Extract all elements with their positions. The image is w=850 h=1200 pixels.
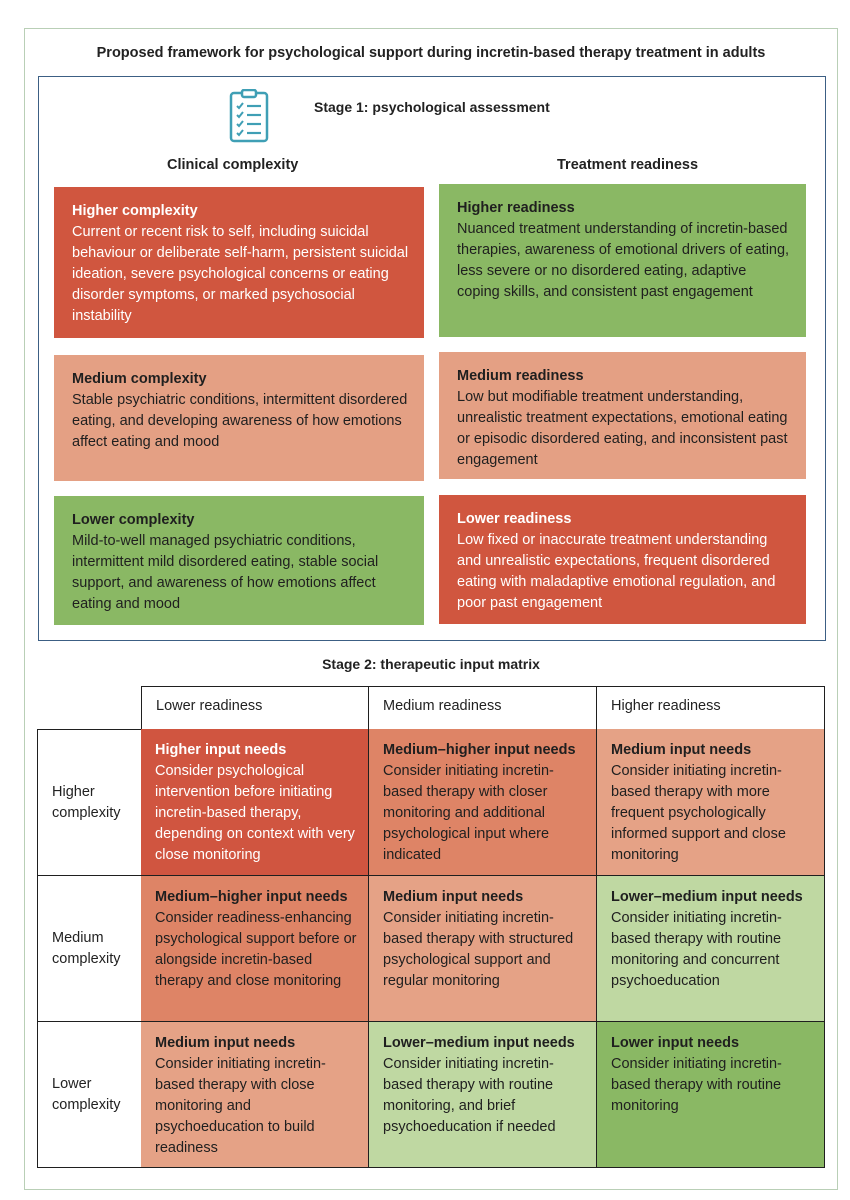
matrix-cell	[369, 876, 597, 1022]
cell-text: Consider initiating incretin-based therapy with routine monitoring and concurrent psychoeducation	[611, 910, 782, 989]
cell-text: Consider initiating incretin-based therapy with closer monitoring and additional psychological input where indicated	[383, 763, 554, 863]
column-header-lower-readiness: Lower readiness	[141, 686, 369, 730]
box-text: Low but modifiable treatment understanding, unrealistic treatment expectations, emotional eating or episodic disordered eating, and inconsistent past engagement	[457, 389, 788, 468]
box-title: Higher complexity	[72, 203, 198, 219]
higher-complexity-box	[54, 187, 424, 338]
stage2-title: Stage 2: therapeutic input matrix	[322, 656, 540, 672]
row-label-medium-complexity	[37, 876, 143, 1022]
cell-text: Consider initiating incretin-based therapy with routine monitoring	[611, 1056, 782, 1114]
cell-text: Consider readiness-enhancing psychological support before or alongside incretin-based therapy and close monitoring	[155, 910, 357, 989]
box-text: Nuanced treatment understanding of incretin-based therapies, awareness of emotional drivers of eating, less severe or no disordered eating, adaptive coping skills, and consistent past engagement	[457, 221, 790, 300]
clinical-complexity-heading: Clinical complexity	[167, 157, 299, 173]
cell-text: Consider psychological intervention before initiating incretin-based therapy, depending on context with very close monitoring	[155, 763, 355, 863]
medium-complexity-box	[54, 355, 424, 481]
stage1-title: Stage 1: psychological assessment	[314, 99, 550, 115]
row-label-text: Medium complexity	[52, 929, 121, 967]
figure-frame	[24, 28, 838, 1190]
matrix-cell	[369, 729, 597, 876]
cell-text: Consider initiating incretin-based therapy with more frequent psychologically informed support and close monitoring	[611, 763, 786, 863]
stage1-panel	[38, 76, 826, 641]
lower-complexity-box	[54, 496, 424, 625]
cell-title: Medium–higher input needs	[383, 742, 576, 758]
box-title: Medium readiness	[457, 368, 584, 384]
matrix-cell	[369, 1022, 597, 1168]
box-text: Current or recent risk to self, including suicidal behaviour or deliberate self-harm, persistent suicidal ideation, severe psychological concerns or eating disorder symptoms, or marked psychosocial instability	[72, 224, 409, 324]
row-label-text: Higher complexity	[52, 783, 121, 821]
figure-title: Proposed framework for psychological support during incretin-based therapy treatment in adults	[96, 45, 766, 61]
cell-title: Lower input needs	[611, 1035, 740, 1051]
box-text: Low fixed or inaccurate treatment understanding and unrealistic expectations, frequent disordered eating with maladaptive emotional regulation, and poor past engagement	[457, 532, 776, 611]
matrix-cell	[141, 1022, 369, 1168]
column-header-medium-readiness: Medium readiness	[369, 686, 597, 730]
medium-readiness-box	[439, 352, 806, 479]
matrix-cell	[597, 729, 825, 876]
row-label-lower-complexity	[37, 1022, 143, 1168]
matrix-cell	[597, 876, 825, 1022]
box-title: Medium complexity	[72, 371, 207, 387]
checklist-clipboard-icon	[229, 89, 269, 143]
cell-title: Lower–medium input needs	[611, 889, 803, 905]
cell-title: Medium input needs	[155, 1035, 296, 1051]
cell-title: Medium input needs	[383, 889, 524, 905]
cell-text: Consider initiating incretin-based therapy with routine monitoring, and brief psychoeducation if needed	[383, 1056, 556, 1135]
cell-title: Lower–medium input needs	[383, 1035, 575, 1051]
column-header-higher-readiness: Higher readiness	[597, 686, 825, 730]
therapeutic-input-matrix	[37, 686, 825, 1168]
higher-readiness-box	[439, 184, 806, 337]
cell-text: Consider initiating incretin-based therapy with close monitoring and psychoeducation to build readiness	[155, 1056, 326, 1156]
cell-title: Medium input needs	[611, 742, 752, 758]
matrix-cell	[141, 876, 369, 1022]
cell-text: Consider initiating incretin-based therapy with structured psychological support and regular monitoring	[383, 910, 574, 989]
cell-title: Medium–higher input needs	[155, 889, 348, 905]
matrix-cell	[141, 729, 369, 876]
lower-readiness-box	[439, 495, 806, 624]
matrix-cell	[597, 1022, 825, 1168]
box-text: Stable psychiatric conditions, intermittent disordered eating, and developing awareness of how emotions affect eating and mood	[72, 392, 408, 450]
box-title: Higher readiness	[457, 200, 575, 216]
row-label-higher-complexity	[37, 729, 143, 876]
box-title: Lower readiness	[457, 511, 572, 527]
cell-title: Higher input needs	[155, 742, 287, 758]
box-text: Mild-to-well managed psychiatric conditions, intermittent mild disordered eating, stable social support, and awareness of how emotions affect eating and mood	[72, 533, 379, 612]
row-label-text: Lower complexity	[52, 1075, 121, 1113]
treatment-readiness-heading: Treatment readiness	[557, 157, 699, 173]
box-title: Lower complexity	[72, 512, 195, 528]
